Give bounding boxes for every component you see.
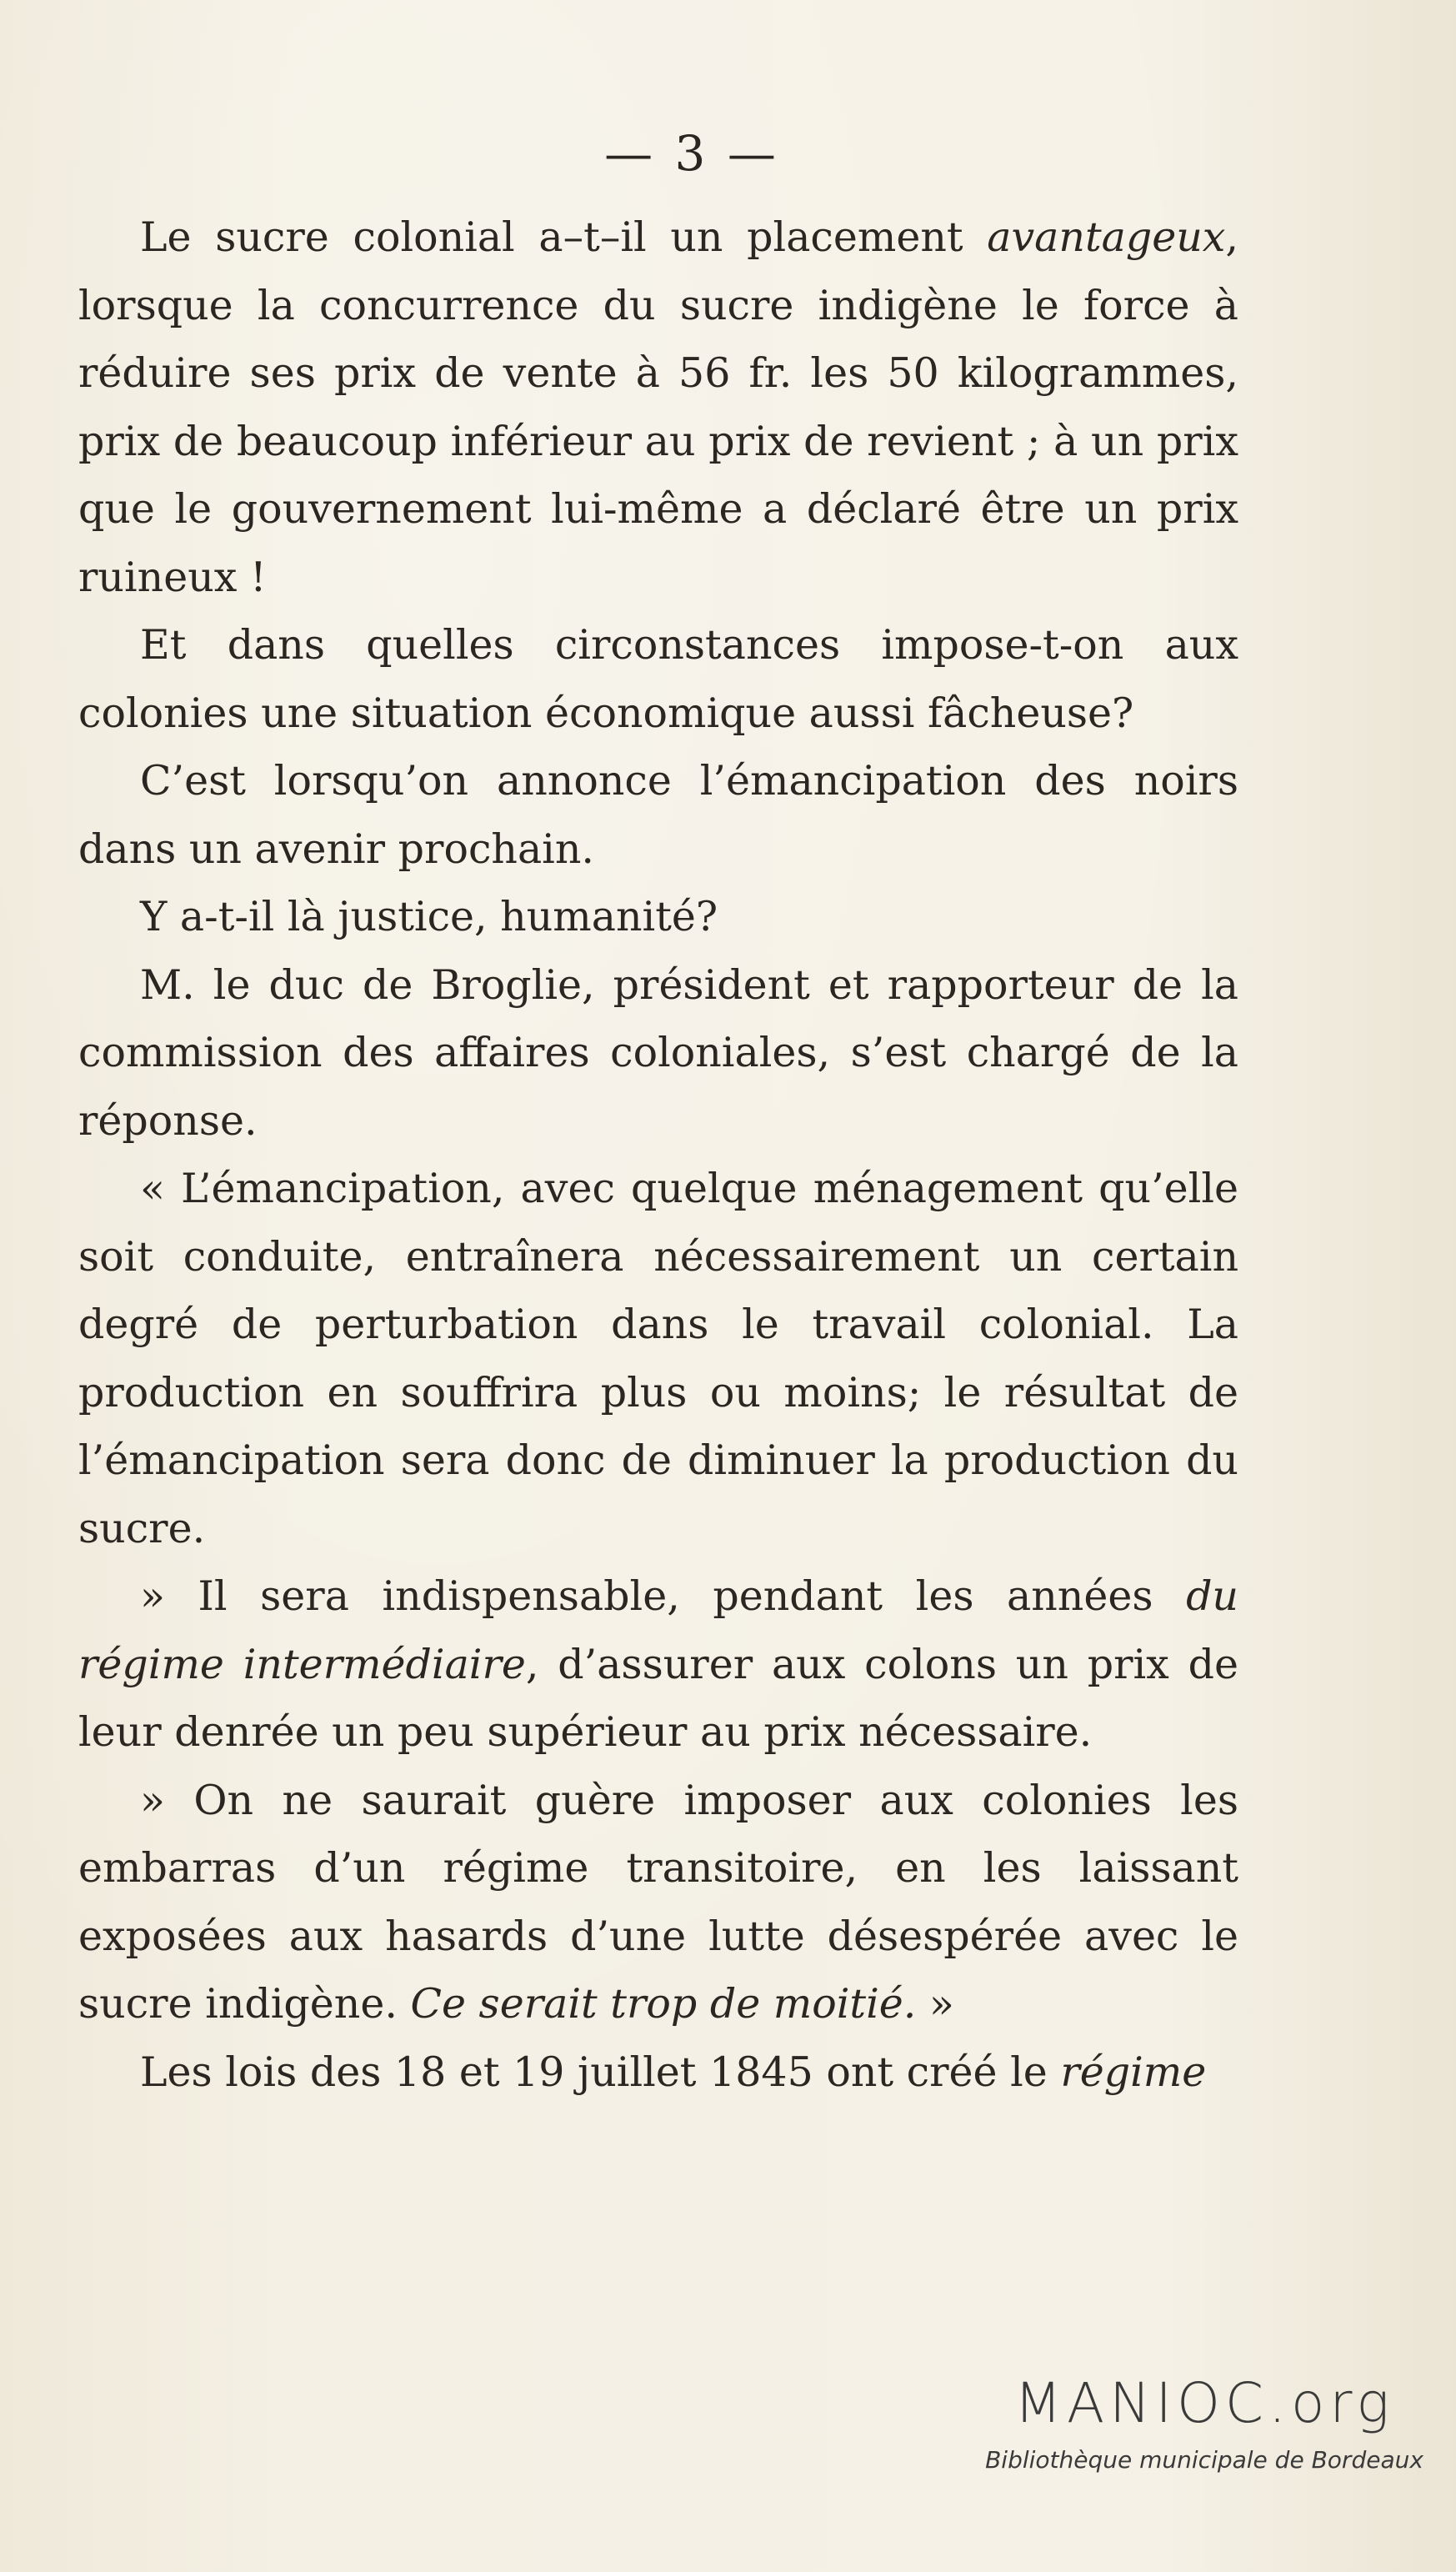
text-run: M. le duc de Broglie, président et rapporteur de la commission des affaires coloniales, s’est chargé de la réponse. <box>78 960 1238 1145</box>
italic-text: du régime intermédiaire <box>78 1572 1238 1688</box>
body-text <box>78 203 1238 2106</box>
paragraph <box>78 951 1238 1156</box>
logo-title: MANIOC.org <box>1014 2371 1394 2435</box>
italic-text: Ce serait trop de moitié. <box>410 1980 917 2028</box>
text-run: Et dans quelles circonstances impose-t-on aux colonies une situation économique aussi fâcheuse? <box>78 621 1238 737</box>
manioc-logo <box>979 2371 1429 2474</box>
text-run: , d’assurer aux colons un prix de leur denrée un peu supérieur au prix nécessaire. <box>78 1640 1238 1756</box>
text-run: Les lois des 18 et 19 juillet 1845 ont créé le <box>140 2048 1061 2096</box>
italic-text: avantageux <box>987 213 1226 261</box>
italic-text: régime <box>1060 2048 1207 2096</box>
logo-subtitle: Bibliothèque municipale de Bordeaux <box>985 2446 1423 2474</box>
paragraph <box>78 1562 1238 1767</box>
paragraph <box>78 611 1238 747</box>
paragraph <box>78 1767 1238 2038</box>
text-run: Le sucre colonial a–t–il un placement <box>140 213 988 261</box>
paragraph <box>78 883 1238 951</box>
paragraph <box>78 747 1238 883</box>
text-run: , lorsque la concurrence du sucre indigène le force à réduire ses prix de vente à 56 fr. les 50 kilogrammes, prix de beaucoup inférieur au prix de revient ; à un prix que le gouvernement lui-même a déclaré être un prix ruineux ! <box>78 213 1238 601</box>
text-run: » On ne saurait guère imposer aux colonies les embarras d’un régime transitoire, en les laissant exposées aux hasards d’une lutte désespérée avec le sucre indigène. <box>78 1776 1238 2028</box>
text-run: » Il sera indispensable, pendant les années <box>140 1572 1187 1620</box>
text-run: » <box>916 1980 954 2028</box>
text-run: Y a-t-il là justice, humanité? <box>140 893 718 940</box>
text-run: C’est lorsqu’on annonce l’émancipation des noirs dans un avenir prochain. <box>78 757 1238 873</box>
paragraph <box>78 1155 1238 1562</box>
page-number: — 3 — <box>604 125 779 182</box>
text-run: « L’émancipation, avec quelque ménagement qu’elle soit conduite, entraînera nécessairement un certain degré de perturbation dans le travail colonial. La production en souffrira plus ou moins; le résultat de l’émancipation sera donc de diminuer la production du sucre. <box>78 1165 1238 1552</box>
paragraph <box>78 203 1238 611</box>
paragraph <box>78 2038 1238 2107</box>
